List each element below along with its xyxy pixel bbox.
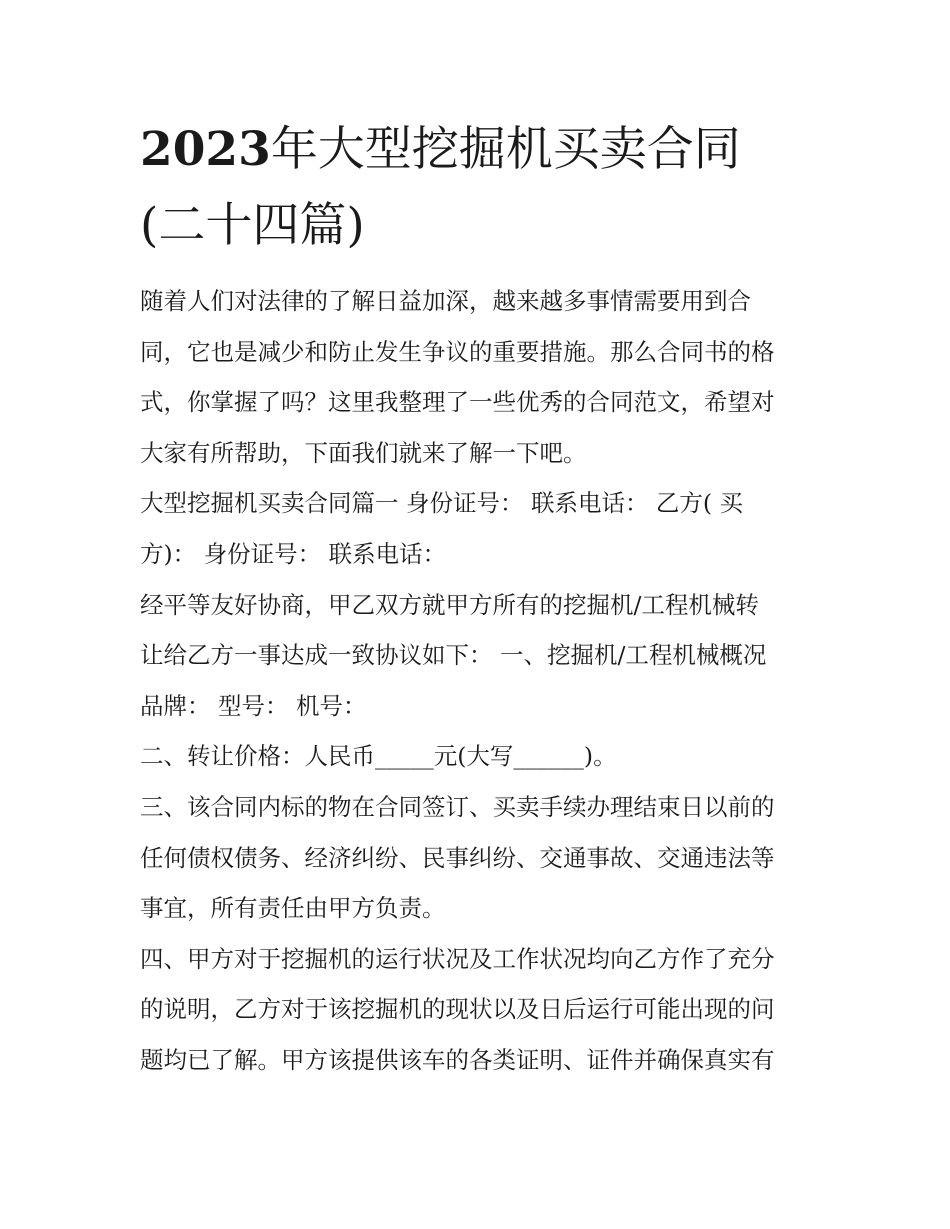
body-line: 方)： 身份证号： 联系电话： [140, 539, 447, 568]
title-year: 2023 [140, 122, 271, 177]
body-line: 大家有所帮助，下面我们就来了解一下吧。 [140, 438, 587, 467]
body-line: 三、该合同内标的物在合同签订、买卖手续办理结束日以前的 [140, 792, 775, 821]
title-main: 年大型挖掘机买卖合同 [270, 122, 741, 177]
body-line: 题均已了解。甲方该提供该车的各类证明、证件并确保真实有 [140, 1045, 775, 1074]
document-title [140, 112, 820, 264]
body-line: 让给乙方一事达成一致协议如下： 一、挖掘机/工程机械概况 [140, 641, 767, 670]
body-line: 二、转让价格：人民币_____元(大写______)。 [140, 742, 617, 771]
body-line: 品牌： 型号： 机号： [140, 691, 367, 720]
title-line-2: (二十四篇) [140, 198, 365, 253]
body-line: 大型挖掘机买卖合同篇一 身份证号： 联系电话： 乙方( 买 [140, 489, 744, 518]
body-line: 的说明，乙方对于该挖掘机的现状以及日后运行可能出现的问 [140, 995, 775, 1024]
body-line: 式，你掌握了吗？这里我整理了一些优秀的合同范文，希望对 [140, 388, 775, 417]
body-line: 任何债权债务、经济纠纷、民事纠纷、交通事故、交通违法等 [140, 843, 775, 872]
body-line: 同，它也是减少和防止发生争议的重要措施。那么合同书的格 [140, 337, 775, 366]
body-line: 四、甲方对于挖掘机的运行状况及工作状况均向乙方作了充分 [140, 944, 775, 973]
document-body [140, 276, 820, 1086]
body-line: 事宜，所有责任由甲方负责。 [140, 894, 446, 923]
body-line: 经平等友好协商，甲乙双方就甲方所有的挖掘机/工程机械转 [140, 590, 759, 619]
title-line-1 [140, 112, 820, 188]
body-line: 随着人们对法律的了解日益加深，越来越多事情需要用到合 [140, 287, 751, 315]
